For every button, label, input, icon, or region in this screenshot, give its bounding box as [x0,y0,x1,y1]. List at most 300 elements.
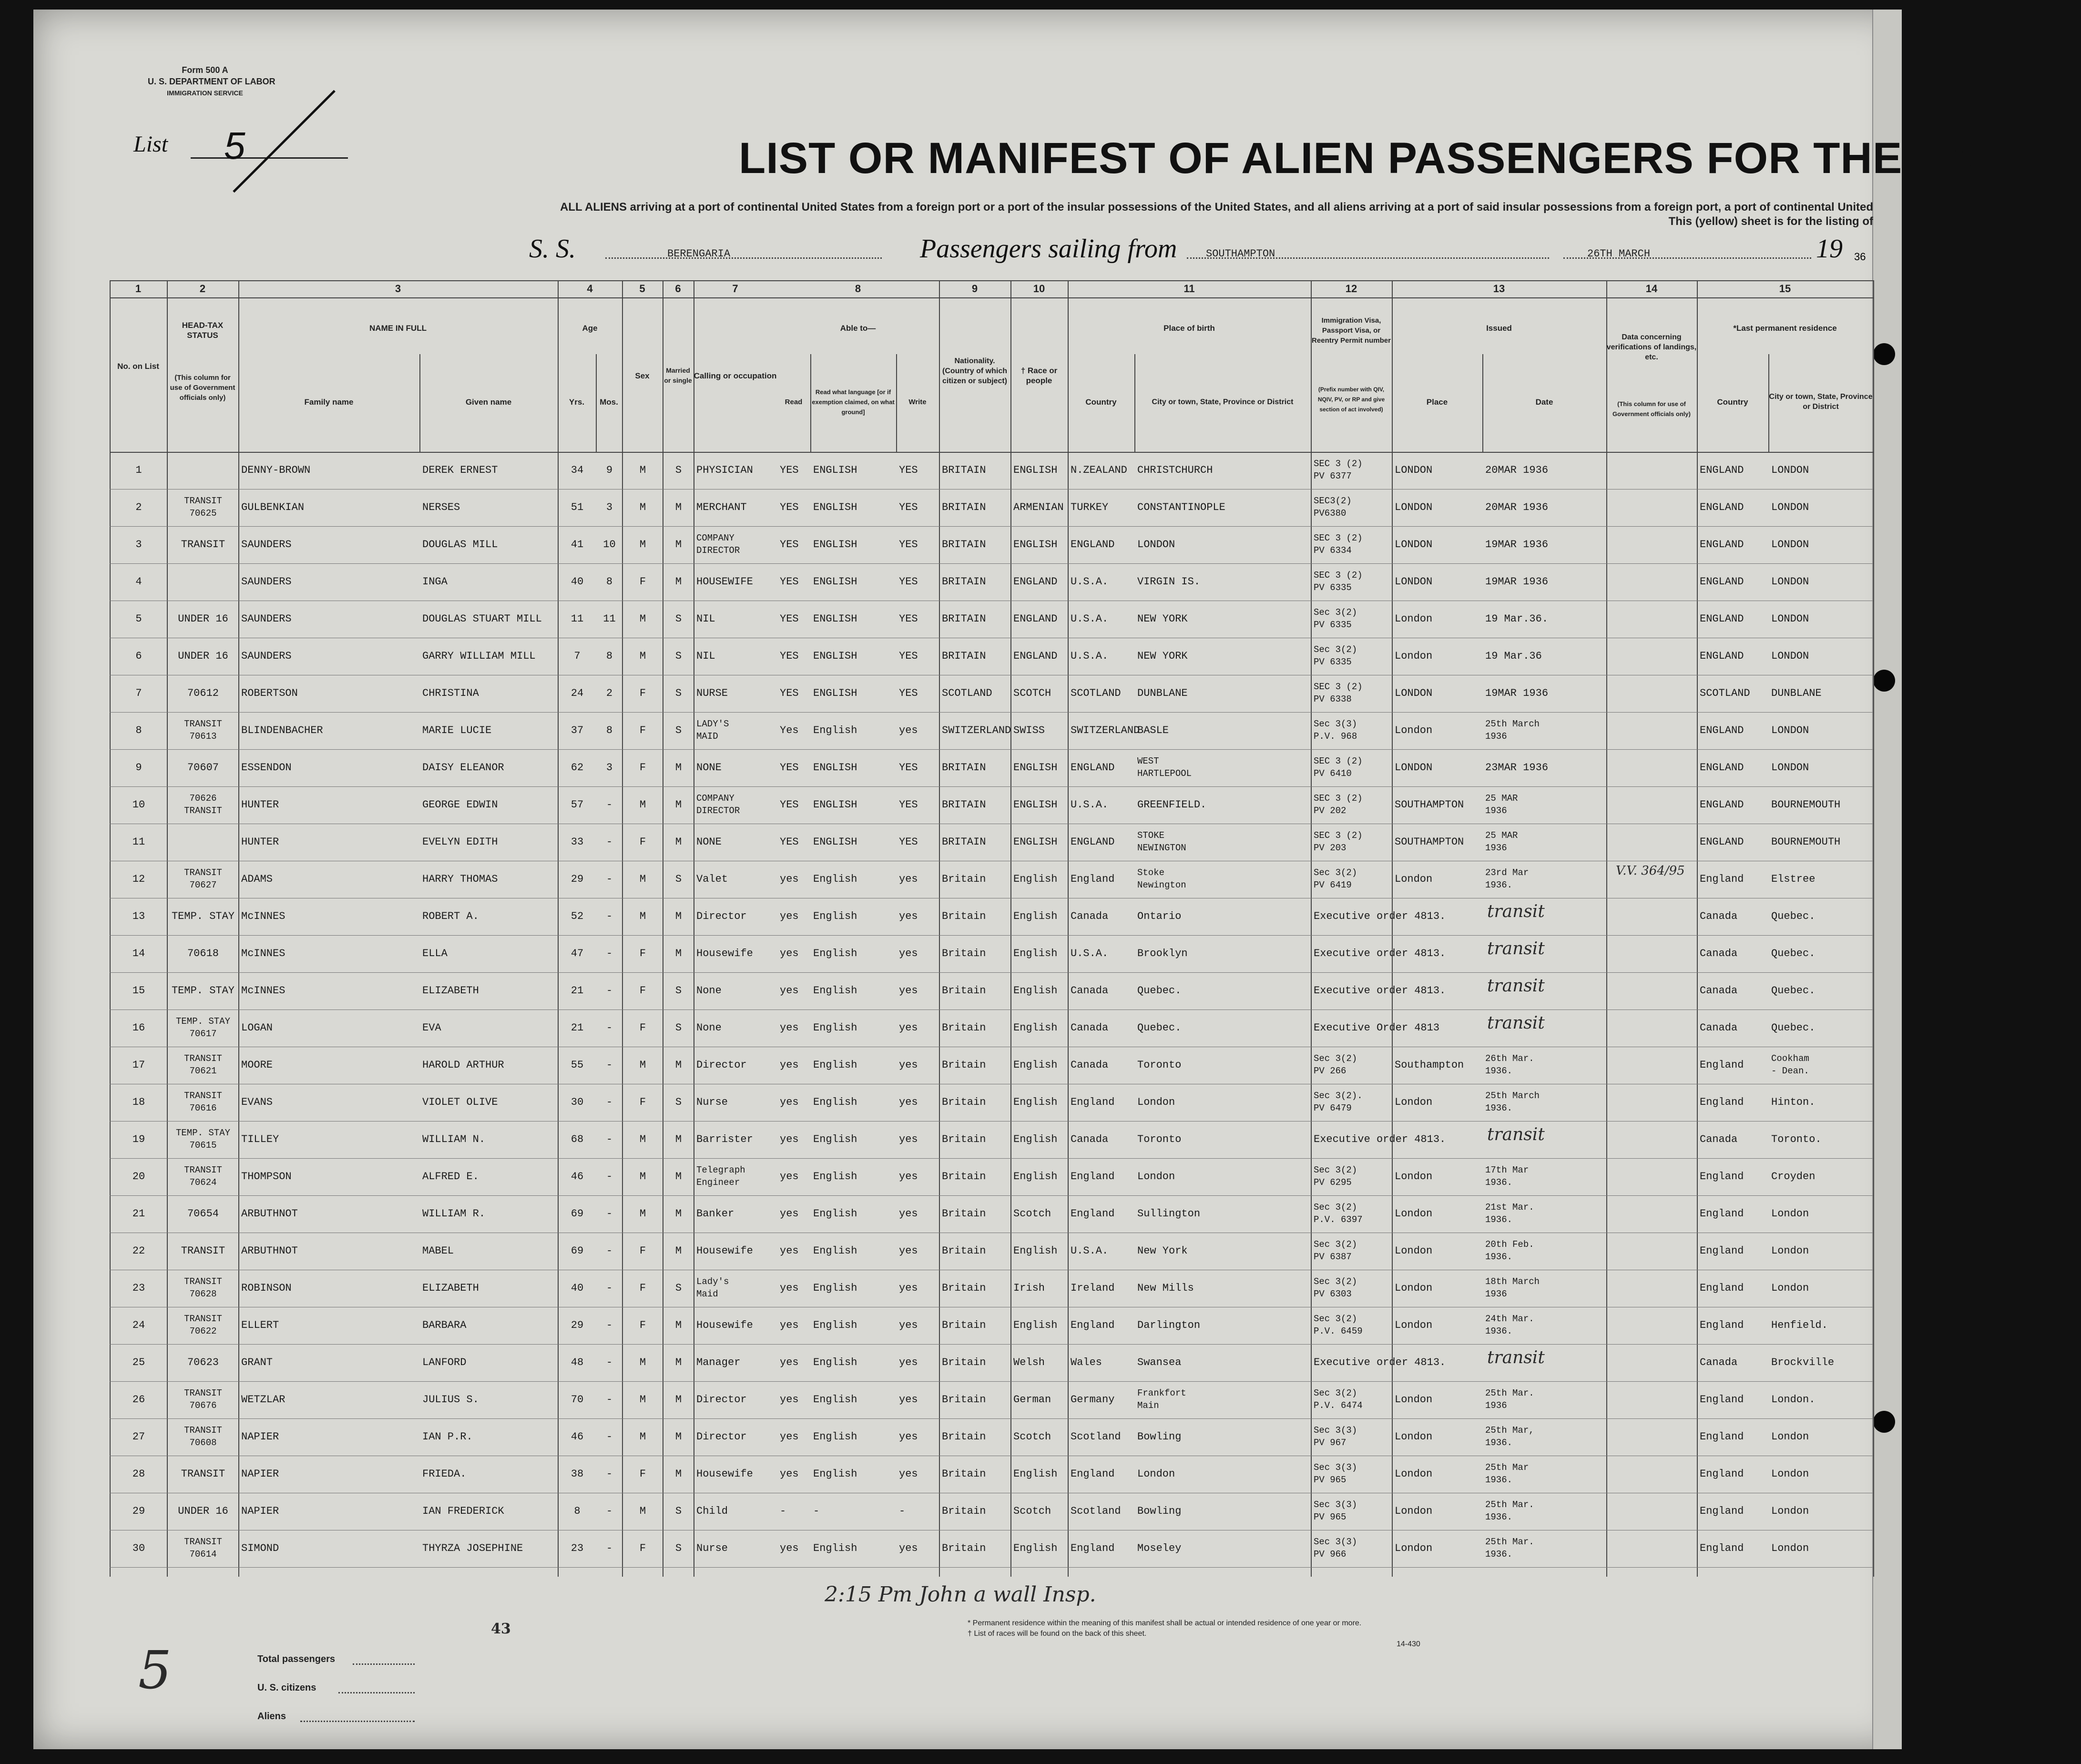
cell-residence-country: England [1700,1096,1744,1108]
column-number: 8 [855,283,861,295]
cell-issue-place: London [1395,1542,1433,1554]
form-number: Form 500 A [182,65,228,75]
cell-birth-country: U.S.A. [1071,613,1109,625]
cell-can-read: yes [780,1171,799,1183]
cell-family-name: SAUNDERS [241,539,292,551]
cell-birth-city: Swansea [1137,1356,1182,1368]
cell-residence-city: Toronto. [1771,1133,1822,1145]
cell-head-tax-status: TRANSIT [181,1468,225,1480]
cell-residence-country: ENGLAND [1700,576,1744,588]
year-suffix: 36 [1854,251,1866,263]
cell-sex: M [639,1505,646,1517]
cell-age-years: 70 [571,1394,584,1406]
cell-age-months: - [606,1319,613,1331]
sailing-date: 26TH MARCH [1587,248,1651,260]
subtitle-line-1: ALL ALIENS arriving at a port of continental United States from a foreign port or a port of the insular possessions of the United States, and all aliens arriving at a port of said insular possessions from a foreign port, a port of continental United [560,201,1873,214]
cell-marital-status: S [675,724,682,736]
cell-family-name: McINNES [241,910,286,922]
cell-can-read: yes [780,1022,799,1034]
cell-birth-city: BASLE [1137,724,1169,736]
cell-race: SWISS [1013,724,1045,736]
cell-birth-country: England [1071,873,1115,885]
header-race: † Race or people [1020,366,1058,385]
cell-can-write: YES [899,613,918,625]
cell-birth-city: Sullington [1137,1208,1201,1220]
cell-residence-country: Canada [1700,985,1738,997]
cell-residence-country: ENGLAND [1700,836,1744,848]
cell-can-read: yes [780,1059,799,1071]
cell-language: ENGLISH [813,613,857,625]
cell-family-name: McINNES [241,948,286,959]
grid-column-line [1068,280,1069,1577]
cell-issue-date: 18th March 1936 [1485,1276,1540,1299]
cell-row-number: 21 [132,1208,145,1220]
header-yrs: Yrs. [569,397,585,407]
cell-occupation: Housewife [696,1319,753,1331]
cell-birth-city: Stoke Newington [1137,867,1186,890]
cell-language: English [813,1542,857,1554]
cell-row-number: 20 [132,1171,145,1183]
cell-age-years: 29 [571,873,584,885]
ship-line [605,257,882,259]
cell-can-read: YES [780,687,799,699]
grid-row-line [110,1567,1873,1568]
cell-can-read: yes [780,910,799,922]
cell-occupation: Director [696,1394,747,1406]
cell-birth-city: GREENFIELD. [1137,799,1207,811]
cell-race: English [1013,1542,1058,1554]
cell-sex: F [639,1542,646,1554]
cell-occupation: Housewife [696,948,753,959]
header-data-note: (This column for use of Government officials only) [1612,400,1691,418]
cell-marital-status: M [675,1319,682,1331]
cell-can-read: yes [780,948,799,959]
cell-head-tax-status: 70654 [187,1208,219,1220]
cell-age-months: 9 [606,464,613,476]
cell-issue-place: London [1395,724,1433,736]
cell-can-write: yes [899,724,918,736]
cell-birth-city: Moseley [1137,1542,1182,1554]
cell-marital-status: M [675,1208,682,1220]
cell-age-months: - [606,1022,613,1034]
department: U. S. DEPARTMENT OF LABOR [148,77,275,86]
cell-issue-place: London [1395,1096,1433,1108]
cell-sex: F [639,1096,646,1108]
cell-marital-status: M [675,1468,682,1480]
total-passengers-label: Total passengers [257,1654,336,1664]
cell-residence-city: BOURNEMOUTH [1771,836,1841,848]
cell-sex: F [639,687,646,699]
cell-race: English [1013,1096,1058,1108]
grid-row-line [110,1195,1873,1196]
cell-language: ENGLISH [813,539,857,551]
cell-birth-city: Bowling [1137,1505,1182,1517]
cell-occupation: Director [696,1059,747,1071]
cell-residence-country: England [1700,1542,1744,1554]
cell-birth-country: Germany [1071,1394,1115,1406]
cell-row-number: 5 [135,613,142,625]
margin-mark: 5 [138,1640,172,1701]
cell-birth-city: VIRGIN IS. [1137,576,1201,588]
cell-occupation: NONE [696,836,722,848]
grid-column-line [939,280,940,1577]
ss-label: S. S. [529,234,576,264]
cell-marital-status: M [675,948,682,959]
cell-issue-date: 17th Mar 1936. [1485,1165,1529,1188]
cell-issue-date: 24th Mar. 1936. [1485,1314,1534,1336]
cell-age-months: - [606,1096,613,1108]
header-sex: Sex [635,371,650,380]
cell-can-write: yes [899,1133,918,1145]
cell-row-number: 27 [132,1431,145,1443]
port-name: SOUTHAMPTON [1206,248,1275,260]
cell-age-months: - [606,1282,613,1294]
cell-occupation: NIL [696,613,715,625]
cell-nationality: BRITAIN [942,650,986,662]
header-country-res: Country [1717,397,1748,407]
cell-head-tax-status: UNDER 16 [178,650,228,662]
cell-residence-city: London. [1771,1394,1816,1406]
cell-occupation: COMPANY DIRECTOR [696,533,740,556]
grid-row-line [110,1418,1873,1419]
header-data-concerning: Data concerning verifications of landings, etc. [1606,333,1697,361]
cell-nationality: SWITZERLAND [942,724,1011,736]
cell-birth-city: Bowling [1137,1431,1182,1443]
cell-age-months: 3 [606,501,613,513]
cell-can-write: yes [899,1096,918,1108]
grid-row-line [110,972,1873,973]
cell-marital-status: S [675,1022,682,1034]
cell-race: Scotch [1013,1431,1051,1443]
cell-issue-date: 25th Mar, 1936. [1485,1425,1534,1448]
cell-age-months: - [606,1245,613,1257]
cell-row-number: 11 [132,836,145,848]
cell-family-name: ELLERT [241,1319,279,1331]
cell-visa-number: Executive Order 4813 [1314,1022,1440,1034]
cell-residence-country: England [1700,1394,1744,1406]
cell-issue-place: SOUTHAMPTON [1395,799,1464,811]
header-issued: Issued [1486,323,1512,333]
cell-marital-status: S [675,1505,682,1517]
cell-birth-city: Brooklyn [1137,948,1188,959]
cell-given-name: HAROLD ARTHUR [422,1059,504,1071]
column-number: 13 [1493,283,1505,295]
handwritten-transit-note: transit [1487,939,1545,958]
cell-language: English [813,1468,857,1480]
cell-can-write: yes [899,1431,918,1443]
cell-residence-city: Quebec. [1771,948,1816,959]
cell-issue-place: London [1395,1319,1433,1331]
cell-family-name: LOGAN [241,1022,273,1034]
header-country: Country [1085,397,1117,407]
ship-name: BERENGARIA [667,248,731,260]
cell-family-name: SAUNDERS [241,613,292,625]
cell-can-write: yes [899,1356,918,1368]
cell-can-read: YES [780,501,799,513]
cell-marital-status: S [675,1282,682,1294]
cell-occupation: Banker [696,1208,734,1220]
cell-sex: F [639,1468,646,1480]
column-number: 6 [675,283,681,295]
cell-language: ENGLISH [813,501,857,513]
cell-given-name: DOUGLAS MILL [422,539,498,551]
cell-nationality: Britain [942,1356,986,1368]
cell-family-name: SIMOND [241,1542,279,1554]
cell-age-months: - [606,1431,613,1443]
cell-birth-country: England [1071,1319,1115,1331]
cell-birth-city: London [1137,1468,1175,1480]
cell-language: English [813,1022,857,1034]
cell-issue-date: 19MAR 1936 [1485,576,1549,588]
cell-issue-date: 23MAR 1936 [1485,762,1549,774]
grid-row-line [110,1381,1873,1382]
cell-sex: M [639,1394,646,1406]
cell-sex: F [639,836,646,848]
cell-language: English [813,1245,857,1257]
cell-issue-date: 20MAR 1936 [1485,464,1549,476]
cell-visa-number: Sec 3(2) PV 6387 [1314,1239,1357,1262]
cell-birth-country: U.S.A. [1071,576,1109,588]
cell-row-number: 22 [132,1245,145,1257]
cell-row-number: 24 [132,1319,145,1331]
aliens-line [300,1721,415,1722]
grid-row-line [110,526,1873,527]
cell-age-months: - [606,948,613,959]
cell-given-name: IAN P.R. [422,1431,473,1443]
cell-race: Scotch [1013,1505,1051,1517]
cell-row-number: 30 [132,1542,145,1554]
grid-column-line [1606,280,1607,1577]
cell-occupation: LADY'S MAID [696,719,729,742]
cell-row-number: 2 [135,501,142,513]
cell-can-read: YES [780,464,799,476]
cell-birth-city: CONSTANTINOPLE [1137,501,1225,513]
cell-age-months: - [606,1171,613,1183]
grid-column-line [1697,280,1698,1577]
cell-can-write: YES [899,687,918,699]
cell-visa-number: SEC 3 (2) PV 6410 [1314,756,1363,779]
cell-head-tax-status: TRANSIT 70627 [184,867,222,890]
cell-family-name: ARBUTHNOT [241,1245,298,1257]
cell-issue-place: London [1395,873,1433,885]
cell-given-name: ROBERT A. [422,910,479,922]
cell-marital-status: M [675,576,682,588]
punch-hole [1873,1411,1895,1433]
cell-given-name: ELLA [422,948,448,959]
cell-issue-place: London [1395,1505,1433,1517]
header-visa-note: (Prefix number with QIV, NQIV, PV, or RP and give section of act involved) [1317,386,1385,413]
cell-given-name: DEREK ERNEST [422,464,498,476]
grid-row-line [110,1121,1873,1122]
cell-row-number: 25 [132,1356,145,1368]
cell-can-write: YES [899,576,918,588]
cell-marital-status: S [675,1542,682,1554]
list-number: 5 [224,124,245,167]
cell-given-name: CHRISTINA [422,687,479,699]
cell-birth-country: Canada [1071,910,1109,922]
cell-given-name: EVELYN EDITH [422,836,498,848]
cell-residence-city: Elstree [1771,873,1816,885]
cell-row-number: 18 [132,1096,145,1108]
cell-sex: M [639,501,646,513]
cell-row-number: 3 [135,539,142,551]
cell-family-name: BLINDENBACHER [241,724,323,736]
cell-language: English [813,985,857,997]
cell-marital-status: M [675,1245,682,1257]
cell-birth-city: Ontario [1137,910,1182,922]
cell-residence-city: Quebec. [1771,910,1816,922]
cell-marital-status: M [675,910,682,922]
cell-occupation: Director [696,910,747,922]
cell-birth-country: U.S.A. [1071,948,1109,959]
cell-issue-date: 25th Mar. 1936. [1485,1537,1534,1560]
cell-sex: M [639,1171,646,1183]
cell-sex: M [639,1356,646,1368]
cell-nationality: BRITAIN [942,799,986,811]
cell-residence-country: ENGLAND [1700,539,1744,551]
cell-visa-number: Sec 3(3) P.V. 968 [1314,719,1357,742]
column-number: 4 [587,283,593,295]
cell-age-years: 11 [571,613,584,625]
cell-visa-number: Sec 3(2) PV 6335 [1314,607,1357,630]
cell-birth-country: Ireland [1071,1282,1115,1294]
cell-marital-status: M [675,1171,682,1183]
cell-row-number: 17 [132,1059,145,1071]
cell-residence-city: Cookham - Dean. [1771,1053,1809,1076]
cell-sex: M [639,464,646,476]
cell-family-name: TILLEY [241,1133,279,1145]
cell-sex: M [639,910,646,922]
cell-age-years: 40 [571,1282,584,1294]
cell-row-number: 16 [132,1022,145,1034]
cell-age-years: 68 [571,1133,584,1145]
cell-age-months: - [606,1059,613,1071]
cell-age-years: 37 [571,724,584,736]
cell-given-name: THYRZA JOSEPHINE [422,1542,523,1554]
cell-visa-number: Sec 3(2). PV 6479 [1314,1091,1363,1113]
cell-can-write: YES [899,501,918,513]
cell-given-name: EVA [422,1022,441,1034]
cell-can-write: yes [899,873,918,885]
cell-residence-country: England [1700,1208,1744,1220]
grid-column-line [167,280,168,1577]
grid-column-line [1873,280,1874,1577]
cell-family-name: SAUNDERS [241,576,292,588]
cell-family-name: DENNY-BROWN [241,464,311,476]
cell-can-read: yes [780,1356,799,1368]
cell-family-name: NAPIER [241,1468,279,1480]
cell-family-name: McINNES [241,985,286,997]
cell-marital-status: S [675,687,682,699]
cell-residence-country: Canada [1700,1356,1738,1368]
cell-marital-status: M [675,539,682,551]
cell-residence-country: England [1700,1431,1744,1443]
cell-row-number: 6 [135,650,142,662]
pen-slash [233,90,336,193]
cell-family-name: ROBERTSON [241,687,298,699]
cell-age-months: - [606,1505,613,1517]
cell-nationality: Britain [942,873,986,885]
cell-sex: M [639,799,646,811]
cell-language: English [813,1133,857,1145]
cell-occupation: Barrister [696,1133,753,1145]
cell-occupation: Housewife [696,1468,753,1480]
cell-age-months: - [606,1356,613,1368]
column-number: 9 [971,283,978,295]
cell-issue-date: 21st Mar. 1936. [1485,1202,1534,1225]
cell-residence-country: England [1700,1245,1744,1257]
cell-birth-country: Scotland [1071,1431,1121,1443]
cell-issue-place: LONDON [1395,464,1433,476]
cell-can-read: YES [780,762,799,774]
cell-age-months: - [606,1133,613,1145]
cell-birth-country: SWITZERLAND [1071,724,1140,736]
cell-family-name: EVANS [241,1096,273,1108]
cell-head-tax-status: TRANSIT [181,539,225,551]
cell-can-read: yes [780,1245,799,1257]
header-date: Date [1535,397,1553,407]
cell-visa-number: SEC 3 (2) PV 203 [1314,830,1363,853]
cell-visa-number: Executive order 4813. [1314,985,1446,997]
cell-age-years: 51 [571,501,584,513]
total-passengers-line [353,1663,415,1665]
cell-given-name: NERSES [422,501,460,513]
cell-nationality: BRITAIN [942,501,986,513]
cell-can-read: YES [780,613,799,625]
cell-age-years: 21 [571,985,584,997]
cell-language: English [813,1059,857,1071]
cell-issue-place: London [1395,1171,1433,1183]
grid-row-line [110,1344,1873,1345]
cell-visa-number: Sec 3(3) PV 966 [1314,1537,1357,1560]
cell-row-number: 12 [132,873,145,885]
cell-occupation: Telegraph Engineer [696,1165,745,1188]
cell-issue-date: 25th Mar 1936. [1485,1462,1529,1485]
cell-sex: F [639,948,646,959]
cell-race: English [1013,1245,1058,1257]
cell-residence-city: London [1771,1208,1809,1220]
cell-family-name: MOORE [241,1059,273,1071]
cell-age-years: 46 [571,1431,584,1443]
cell-issue-place: London [1395,1245,1433,1257]
cell-issue-place: LONDON [1395,576,1433,588]
cell-residence-city: London [1771,1431,1809,1443]
cell-age-years: 30 [571,1096,584,1108]
cell-occupation: None [696,1022,722,1034]
cell-birth-country: SCOTLAND [1071,687,1121,699]
cell-row-number: 19 [132,1133,145,1145]
cell-family-name: ARBUTHNOT [241,1208,298,1220]
cell-residence-city: Hinton. [1771,1096,1816,1108]
cell-can-read: yes [780,873,799,885]
cell-row-number: 29 [132,1505,145,1517]
cell-nationality: Britain [942,1542,986,1554]
cell-visa-number: Executive order 4813. [1314,910,1446,922]
cell-visa-number: SEC 3 (2) PV 6335 [1314,570,1363,593]
cell-age-months: - [606,873,613,885]
cell-marital-status: S [675,1096,682,1108]
cell-can-write: yes [899,1282,918,1294]
cell-birth-country: Canada [1071,1022,1109,1034]
header-visa: Immigration Visa, Passport Visa, or Reentry Permit number [1312,316,1391,345]
cell-given-name: JULIUS S. [422,1394,479,1406]
cell-age-years: 48 [571,1356,584,1368]
cell-visa-number: Sec 3(2) PV 6419 [1314,867,1357,890]
cell-language: English [813,1431,857,1443]
cell-given-name: GEORGE EDWIN [422,799,498,811]
cell-residence-country: Canada [1700,948,1738,959]
cell-nationality: BRITAIN [942,576,986,588]
